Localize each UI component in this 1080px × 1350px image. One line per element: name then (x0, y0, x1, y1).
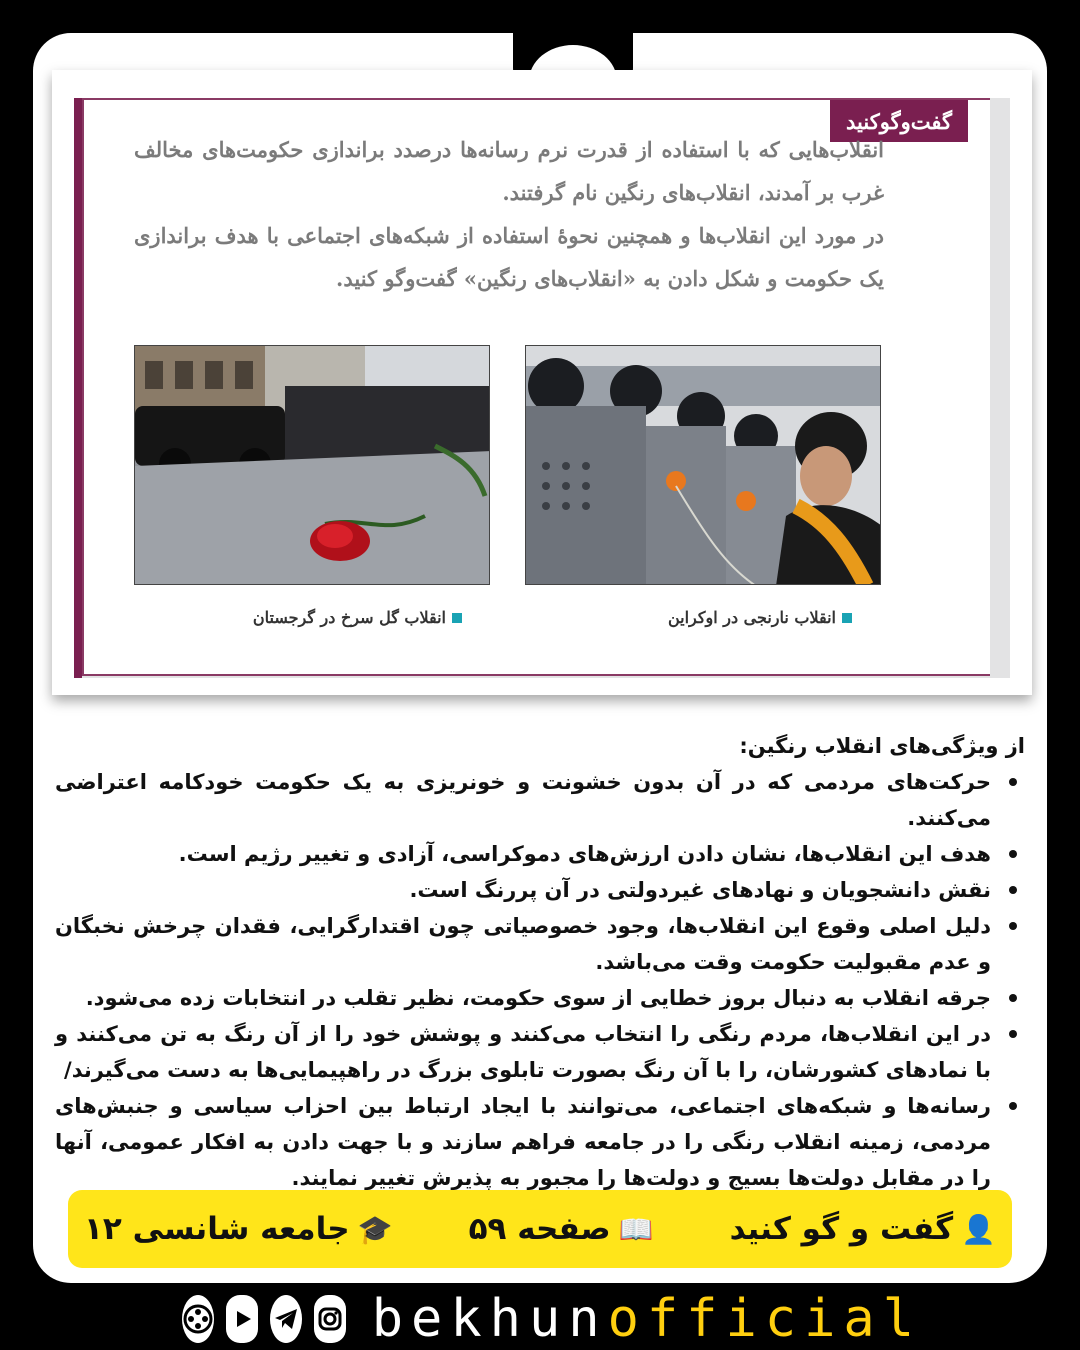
book-segment (84, 1211, 392, 1247)
orange-photo-illustration (526, 346, 881, 585)
list-item: دلیل اصلی وقوع این انقلاب‌ها، وجود خصوصیاتی چون اقتدارگرایی، فقدان چرخش نخبگان و عدم مقبولیت حکومت وقت می‌باشد. (55, 908, 1025, 980)
book-label: جامعه شانسی ۱۲ (84, 1211, 350, 1247)
textbook-paragraph-2: در مورد این انقلاب‌ها و همچنین نحوهٔ استفاده از شبکه‌های اجتماعی با هدف براندازی یک حکومت و شکل دادن به «انقلاب‌های رنگین» گفت‌وگو کنید. (134, 223, 884, 291)
page-segment (469, 1211, 654, 1247)
list-item: در این انقلاب‌ها، مردم رنگی را انتخاب می‌کنند و پوشش خود را از آن رنگ به تن می‌کنند و با نمادهای کشورشان، را با آن رنگ بصورت تابلوی بزرگ در راهپیمایی‌ها به دست می‌گیرند/ (55, 1016, 1025, 1088)
instagram-icon[interactable] (314, 1295, 346, 1343)
section-tag: گفت‌وگوکنید (830, 100, 968, 142)
textbook-text (134, 128, 884, 300)
textbook-inner (74, 98, 1010, 678)
rose-photo-illustration (135, 346, 490, 585)
telegram-icon[interactable] (270, 1295, 302, 1343)
book-icon: 📖 (618, 1212, 654, 1246)
list-item: حرکت‌های مردمی که در آن بدون خشونت و خونریزی به یک حکومت خودکامه اعتراضی می‌کنند. (55, 764, 1025, 836)
caption-text: انقلاب نارنجی در اوکراین (667, 608, 836, 627)
youtube-icon[interactable] (226, 1295, 258, 1343)
summary-text (55, 728, 1025, 1196)
list-item: نقش دانشجویان و نهادهای غیردولتی در آن پررنگ است. (55, 872, 1025, 908)
textbook-paragraph-1: انقلاب‌هایی که با استفاده از قدرت نرم رسانه‌ها درصدد براندازی حکومت‌های مخالف غرب بر آمدند، انقلاب‌های رنگین نام گرفتند. (134, 137, 884, 205)
social-row (182, 1290, 922, 1348)
caption-text: انقلاب گل سرخ در گرجستان (252, 608, 446, 627)
brand-white: bekhun (371, 1289, 608, 1349)
photo-orange-revolution (525, 345, 881, 585)
caption-marker-icon (452, 613, 462, 623)
photo-rose-revolution (134, 345, 490, 585)
brand-name[interactable] (372, 1290, 922, 1348)
topic-segment (730, 1211, 996, 1247)
textbook-frame (82, 98, 990, 676)
topic-label: گفت و گو کنید (729, 1211, 954, 1247)
caption-rose-revolution (253, 608, 462, 627)
info-bar (68, 1190, 1012, 1268)
caption-marker-icon (842, 613, 852, 623)
textbook-page (52, 70, 1032, 695)
speaker-icon: 👤 (961, 1212, 996, 1246)
summary-intro: از ویژگی‌های انقلاب رنگین: (739, 734, 1025, 758)
page-label: صفحه ۵۹ (468, 1211, 611, 1247)
list-item: جرقه انقلاب به دنبال بروز خطایی از سوی حکومت، نظیر تقلب در انتخابات زده می‌شود. (55, 980, 1025, 1016)
list-item: هدف این انقلاب‌ها، نشان دادن ارزش‌های دموکراسی، آزادی و تغییر رژیم است. (55, 836, 1025, 872)
caption-orange-revolution (668, 608, 852, 627)
film-icon[interactable] (182, 1295, 214, 1343)
list-item: رسانه‌ها و شبکه‌های اجتماعی، می‌توانند با ایجاد ارتباط بین احزاب سیاسی و جنبش‌های مردمی، زمینه انقلاب رنگی را در جامعه فراهم سازند و با جهت دادن به افکار عمومی، آنها را در مقابل دولت‌ها بسیج و دولت‌ها را مجبور به پذیرش تغییر نمایند. (55, 1088, 1025, 1196)
content-card (33, 33, 1047, 1283)
summary-list (55, 764, 1025, 1196)
graduation-cap-icon: 🎓 (357, 1212, 393, 1246)
brand-yellow: official (607, 1289, 923, 1349)
